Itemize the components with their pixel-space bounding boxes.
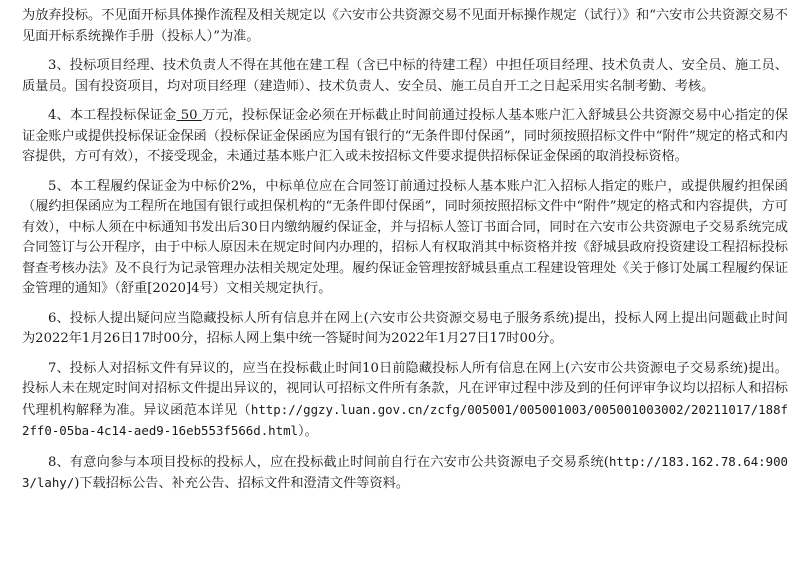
- paragraph-continuation: 为放弃投标。不见面开标具体操作流程及相关规定以《六安市公共资源交易不见面开标操作规定（试行）》和“六安市公共资源交易不见面开标系统操作手册（投标人）”为准。: [22, 8, 788, 44]
- item-8-text-pre: 8、有意向参与本项目投标的投标人，应在投标截止时间前自行在六安市公共资源电子交易系统(: [48, 454, 609, 470]
- paragraph-item-8: [0, 452, 788, 495]
- paragraph-item-6: 6、投标人提出疑问应当隐藏投标人所有信息并在网上(六安市公共资源交易电子服务系统)提出，投标人网上提出问题截止时间为2022年1月26日17时00分，招标人网上集中统一答疑时间为2022年1月27日17时00分。: [22, 310, 788, 346]
- item-4-text-pre: 4、本工程投标保证金: [48, 108, 177, 123]
- paragraph-item-7: [0, 359, 788, 443]
- paragraph-item-3: 3、投标项目经理、技术负责人不得在其他在建工程（含已中标的待建工程）中担任项目经理、技术负责人、安全员、施工员、质量员。国有投资项目，均对项目经理（建造师）、技术负责人、安全员、施工员自开工之日起采用实名制考勤、考核。: [22, 58, 788, 94]
- trading-system-link[interactable]: http://183.162.78.64:9003/lahy/: [22, 453, 788, 490]
- item-7-text-post: ）。: [298, 424, 318, 439]
- item-7-text-pre: 7、投标人对招标文件有异议的，应当在投标截止时间10日前隐藏投标人所有信息在网上(六安市公共资源电子交易系统)提出。投标人未在规定时间对招标文件提出异议的，视同认可招标文件所有条款，凡在评审过程中涉及到的任何评审争议均以招标人和招标代理机构解释为准。异议函范本详见（: [22, 360, 788, 418]
- paragraph-item-5: 5、本工程履约保证金为中标价2%，中标单位应在合同签订前通过投标人基本账户汇入招标人指定的账户，或提供履约担保函（履约担保函应为工程所在地国有银行或担保机构的“无条件即付保函”，同时须按照招标文件中“附件”规定的格式和内容提供，方可有效），中标人须在中标通知书发出后30日内缴纳履约保证金，并与招标人签订书面合同，同时在六安市公共资源电子交易系统完成合同签订与公开程序，由于中标人原因未在规定时间内办理的，招标人有权取消其中标资格并按《舒城县政府投资建设工程招标投标督查考核办法》及不良行为记录管理办法相关规定处理。履约保证金管理按舒城县重点工程建设管理处《关于修订处属工程履约保证金管理的通知》（舒重[2020]4号）文相关规定执行。: [22, 178, 788, 296]
- objection-template-link[interactable]: http://ggzy.luan.gov.cn/zcfg/005001/005001003/005001003002/20211017/188f2ff0-05ba-4c14-aed9-16eb553f566d.html: [22, 401, 788, 438]
- item-4-text-post: 万元，投标保证金必须在开标截止时间前通过投标人基本账户汇入舒城县公共资源交易中心指定的保证金账户或提供投标保证金保函（投标保证金保函应为国有银行的“无条件即付保函”，同时须按照招标文件中“附件”规定的格式和内容提供，方可有效），不接受现金，未通过基本账户汇入或未按招标文件要求提供招标保证金保函的取消投标资格。: [22, 108, 789, 164]
- item-8-text-post: )下载招标公告、补充公告、招标文件和澄清文件等资料。: [74, 476, 410, 491]
- bid-bond-amount: 50: [176, 108, 202, 123]
- paragraph-item-4: [0, 106, 788, 168]
